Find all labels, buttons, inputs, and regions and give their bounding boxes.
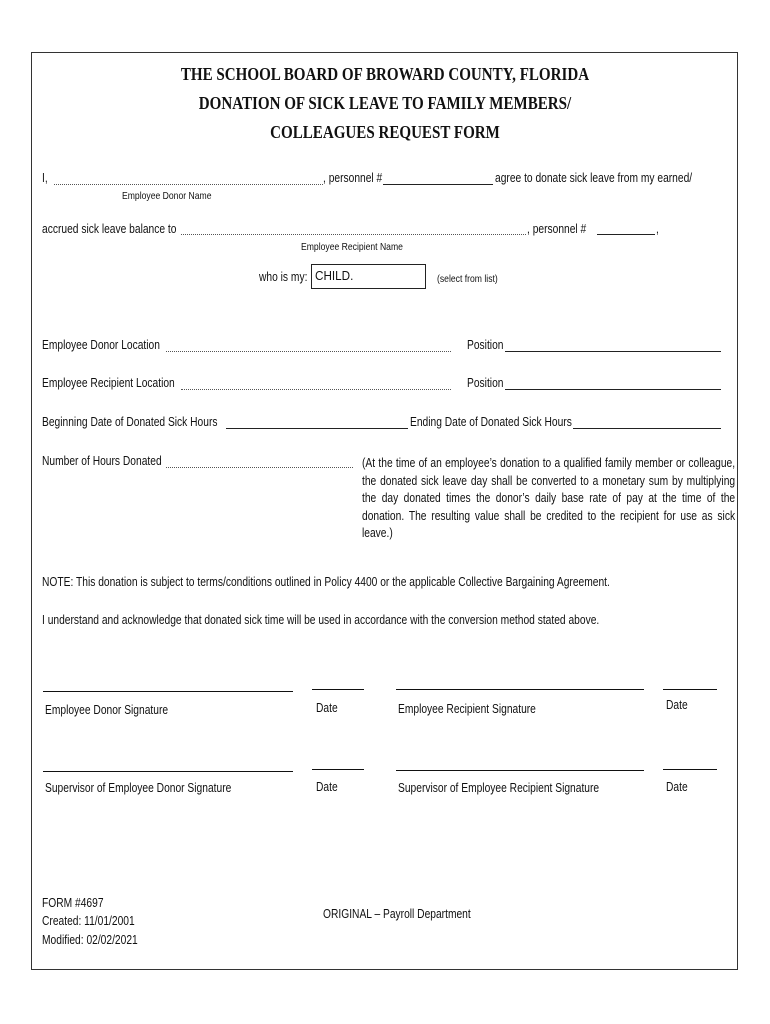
date2-label: Date [666, 698, 688, 712]
recipient-location-label: Employee Recipient Location [42, 376, 175, 390]
supervisor-donor-signature-label: Supervisor of Employee Donor Signature [45, 781, 232, 795]
begin-date-label: Beginning Date of Donated Sick Hours [42, 415, 218, 429]
relation-select-value: CHILD. [315, 268, 354, 283]
date1-line[interactable] [312, 689, 364, 690]
donor-personnel-label: , personnel # [323, 171, 383, 185]
donor-prefix: I, [42, 171, 48, 185]
date4-label: Date [666, 780, 688, 794]
donor-location-field[interactable] [166, 351, 451, 352]
recipient-personnel-field[interactable] [597, 234, 655, 235]
supervisor-donor-signature-line[interactable] [43, 771, 293, 772]
relation-select[interactable] [311, 264, 426, 289]
relation-label: who is my: [259, 270, 308, 284]
donor-signature-line[interactable] [43, 691, 293, 692]
recipient-signature-label: Employee Recipient Signature [398, 702, 536, 716]
form-modified: Modified: 02/02/2021 [42, 933, 138, 947]
recipient-position-label: Position [467, 376, 504, 390]
recipient-signature-line[interactable] [396, 689, 644, 690]
hours-donated-field[interactable] [166, 467, 353, 468]
donor-name-field[interactable] [54, 184, 323, 185]
donor-position-field[interactable] [505, 351, 721, 352]
end-date-field[interactable] [573, 428, 721, 429]
relation-hint: (select from list) [437, 273, 498, 285]
donor-location-label: Employee Donor Location [42, 338, 160, 352]
recipient-prefix: accrued sick leave balance to [42, 222, 177, 236]
supervisor-recipient-signature-label: Supervisor of Employee Recipient Signature [398, 781, 600, 795]
recipient-name-caption: Employee Recipient Name [301, 241, 403, 253]
recipient-name-field[interactable] [181, 234, 526, 235]
begin-date-field[interactable] [226, 428, 408, 429]
recipient-position-field[interactable] [505, 389, 721, 390]
conversion-note: (At the time of an employee’s donation to a qualified family member or colleague, the donated sick leave day shall be converted to a monetary sum by multiplying the day donated times the donor’s daily base rate of pay at the time of the donation. The resulting value shall be credited to the recipient for use as sick leave.) [362, 456, 736, 541]
hours-donated-label: Number of Hours Donated [42, 454, 162, 468]
donor-name-caption: Employee Donor Name [122, 190, 212, 202]
recipient-personnel-label: , personnel # [527, 222, 587, 236]
form-number: FORM #4697 [42, 896, 104, 910]
donor-position-label: Position [467, 338, 504, 352]
original-copy-note: ORIGINAL – Payroll Department [323, 907, 471, 921]
form-title-line2: DONATION OF SICK LEAVE TO FAMILY MEMBERS/ [198, 93, 572, 113]
date2-line[interactable] [663, 689, 717, 690]
recipient-row-suffix: , [656, 222, 659, 236]
date4-line[interactable] [663, 769, 717, 770]
supervisor-recipient-signature-line[interactable] [396, 770, 644, 771]
date1-label: Date [316, 701, 338, 715]
date3-label: Date [316, 780, 338, 794]
date3-line[interactable] [312, 769, 364, 770]
recipient-location-field[interactable] [181, 389, 451, 390]
policy-note: NOTE: This donation is subject to terms/conditions outlined in Policy 4400 or the applicable Collective Bargaining Agreement. [42, 575, 610, 589]
donor-signature-label: Employee Donor Signature [45, 703, 169, 717]
form-title-line3: COLLEAGUES REQUEST FORM [270, 122, 500, 142]
end-date-label: Ending Date of Donated Sick Hours [410, 415, 572, 429]
acknowledge-text: I understand and acknowledge that donated sick time will be used in accordance with the conversion method stated above. [42, 613, 600, 627]
form-created: Created: 11/01/2001 [42, 914, 135, 928]
donor-personnel-field[interactable] [383, 184, 493, 185]
form-title-line1: THE SCHOOL BOARD OF BROWARD COUNTY, FLORIDA [180, 64, 590, 84]
donate-agree-text: agree to donate sick leave from my earned/ [495, 171, 693, 185]
